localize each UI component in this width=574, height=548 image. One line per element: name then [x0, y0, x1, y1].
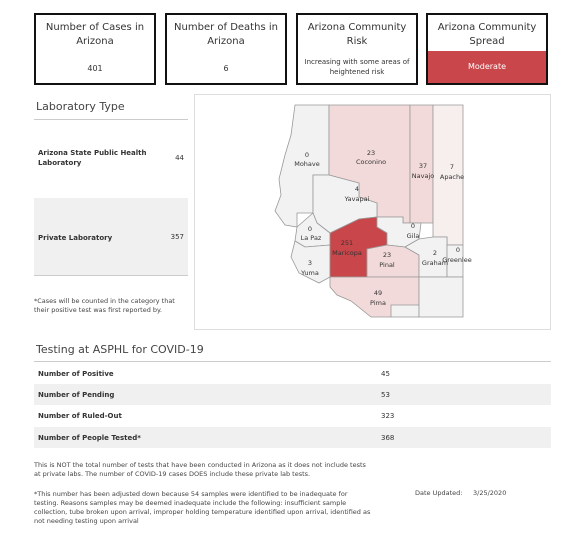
label-maricopa: Maricopa	[332, 249, 362, 257]
lab-row-count: 44	[175, 154, 184, 162]
table-row	[34, 427, 551, 448]
cases-card-title: Number of Cases in Arizona	[45, 22, 145, 47]
spread-card	[426, 13, 548, 85]
lab-row-name: Arizona State Public Health Laboratory	[38, 149, 147, 167]
row-value: 45	[381, 370, 390, 378]
row-value: 53	[381, 391, 390, 399]
label-yavapai-count: 4	[354, 185, 360, 193]
label-greenlee-count: 0	[455, 246, 461, 254]
arizona-map	[195, 95, 552, 331]
label-mohave: Mohave	[294, 160, 320, 168]
county-map	[194, 94, 551, 330]
label-apache: Apache	[439, 173, 465, 181]
county-santa-cruz[interactable]	[391, 305, 419, 317]
county-cochise[interactable]	[419, 277, 463, 317]
table-row	[34, 405, 551, 426]
label-yuma: Yuma	[301, 269, 319, 277]
spread-card-title: Arizona Community Spread	[437, 22, 537, 47]
spread-card-value: Moderate	[428, 51, 546, 83]
cases-card	[34, 13, 156, 85]
cases-card-value: 401	[87, 64, 103, 73]
footnote-adjusted: *This number has been adjusted down because 54 samples were identified to be inadequate for testing. Reasons samples may be deemed inadequate include the following: insufficient sample collection, tube broken upon arrival, improper holding temperature identified upon arrival, identified as not needing testing upon arrival	[34, 490, 371, 525]
date-updated-value: 3/25/2020	[473, 489, 507, 497]
deaths-card	[165, 13, 287, 85]
footnote-total-tests: This is NOT the total number of tests that have been conducted in Arizona as it does not include tests at private labs. The number of COVID-19 cases DOES include these private lab tests.	[34, 461, 366, 478]
row-label: Number of Positive	[38, 370, 114, 378]
label-coconino-count: 23	[366, 149, 376, 157]
label-yuma-count: 3	[307, 259, 313, 267]
date-updated-label: Date Updated:	[415, 489, 463, 497]
row-value: 368	[381, 434, 395, 442]
lab-row-private[interactable]	[34, 198, 188, 276]
divider	[34, 361, 551, 362]
label-graham-count: 2	[432, 249, 438, 257]
row-label: Number of Pending	[38, 391, 115, 399]
lab-footnote: *Cases will be counted in the category that their positive test was first reported by.	[34, 297, 175, 314]
label-la-paz: La Paz	[300, 234, 322, 242]
table-row	[34, 363, 551, 384]
label-pinal-count: 23	[382, 251, 392, 259]
label-navajo-count: 37	[418, 162, 428, 170]
testing-title: Testing at ASPHL for COVID-19	[36, 343, 204, 356]
label-pima: Pima	[370, 299, 386, 307]
table-row	[34, 384, 551, 405]
risk-card-value: Increasing with some areas of heightened risk	[304, 58, 410, 76]
label-la-paz-count: 0	[307, 225, 313, 233]
label-gila-count: 0	[410, 222, 416, 230]
label-gila: Gila	[406, 232, 420, 240]
risk-card	[296, 13, 418, 85]
deaths-card-title: Number of Deaths in Arizona	[174, 22, 278, 47]
risk-card-title: Arizona Community Risk	[307, 22, 407, 47]
label-yavapai: Yavapai	[344, 195, 370, 203]
row-label: Number of Ruled-Out	[38, 412, 122, 420]
deaths-card-value: 6	[223, 64, 229, 73]
row-value: 323	[381, 412, 395, 420]
row-label: Number of People Tested*	[38, 434, 141, 442]
label-coconino: Coconino	[355, 158, 387, 166]
lab-row-state[interactable]	[34, 120, 188, 198]
label-navajo: Navajo	[411, 172, 435, 180]
label-pima-count: 49	[373, 289, 383, 297]
lab-row-name: Private Laboratory	[38, 234, 113, 242]
label-apache-count: 7	[449, 163, 455, 171]
label-graham: Graham	[421, 259, 449, 267]
label-pinal: Pinal	[379, 261, 395, 269]
lab-type-title: Laboratory Type	[36, 100, 125, 113]
lab-row-count: 357	[170, 233, 184, 241]
label-mohave-count: 0	[304, 151, 310, 159]
label-maricopa-count: 251	[340, 239, 354, 247]
label-greenlee: Greenlee	[442, 256, 472, 264]
